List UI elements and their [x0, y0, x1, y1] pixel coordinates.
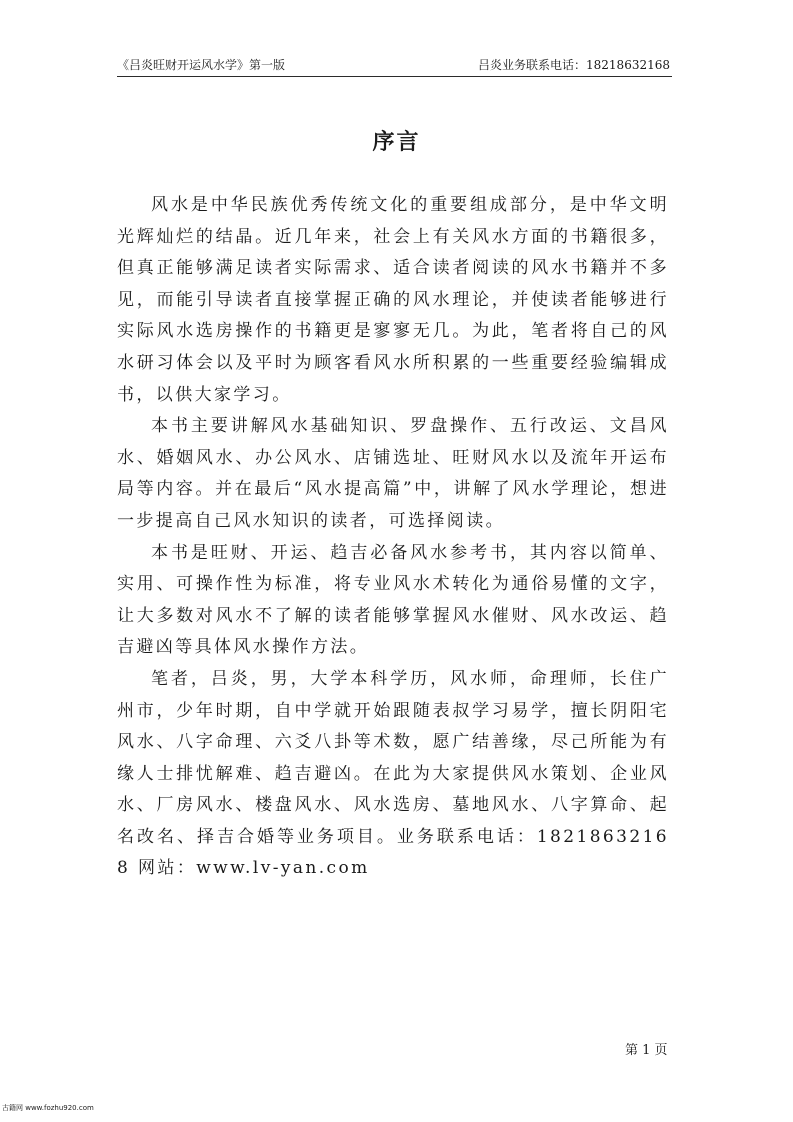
header-book-title: 《吕炎旺财开运风水学》第一版	[117, 58, 286, 72]
site-watermark: 古籍网 www.fozhu920.com	[2, 1104, 94, 1112]
paragraph-2: 本书主要讲解风水基础知识、罗盘操作、五行改运、文昌风水、婚姻风水、办公风水、店铺选址、旺财风水以及流年开运布局等内容。并在最后“风水提高篇”中，讲解了风水学理论，想进一步提高自己风水知识的读者，可选择阅读。	[117, 416, 669, 531]
paragraph-3: 本书是旺财、开运、趋吉必备风水参考书，其内容以简单、实用、可操作性为标准，将专业风水术转化为通俗易懂的文字，让大多数对风水不了解的读者能够掌握风水催财、风水改运、趋吉避凶等具体风水操作方法。	[117, 542, 669, 658]
paragraph-1: 风水是中华民族优秀传统文化的重要组成部分，是中华文明光辉灿烂的结晶。近几年来，社会上有关风水方面的书籍很多，但真正能够满足读者实际需求、适合读者阅读的风水书籍并不多见，而能引导读者直接掌握正确的风水理论，并使读者能够进行实际风水选房操作的书籍更是寥寥无几。为此，笔者将自己的风水研习体会以及平时为顾客看风水所积累的一些重要经验编辑成书，以供大家学习。	[117, 195, 669, 405]
paragraph-4: 笔者，吕炎，男，大学本科学历，风水师，命理师，长住广州市，少年时期，自中学就开始跟随表叔学习易学，擅长阴阳宅风水、八字命理、六爻八卦等术数，愿广结善缘，尽己所能为有缘人士排忧解难、趋吉避凶。在此为大家提供风水策划、企业风水、厂房风水、楼盘风水、风水选房、墓地风水、八字算命、起名改名、择吉合婚等业务项目。业务联系电话：18218632168 网站：www.lv-yan.com	[117, 668, 669, 879]
page-number: 第 1 页	[625, 1043, 668, 1058]
running-header	[117, 54, 672, 77]
preface-body	[117, 190, 669, 885]
page-title: 序言	[372, 130, 421, 155]
header-contact-phone: 吕炎业务联系电话：18218632168	[478, 58, 670, 72]
